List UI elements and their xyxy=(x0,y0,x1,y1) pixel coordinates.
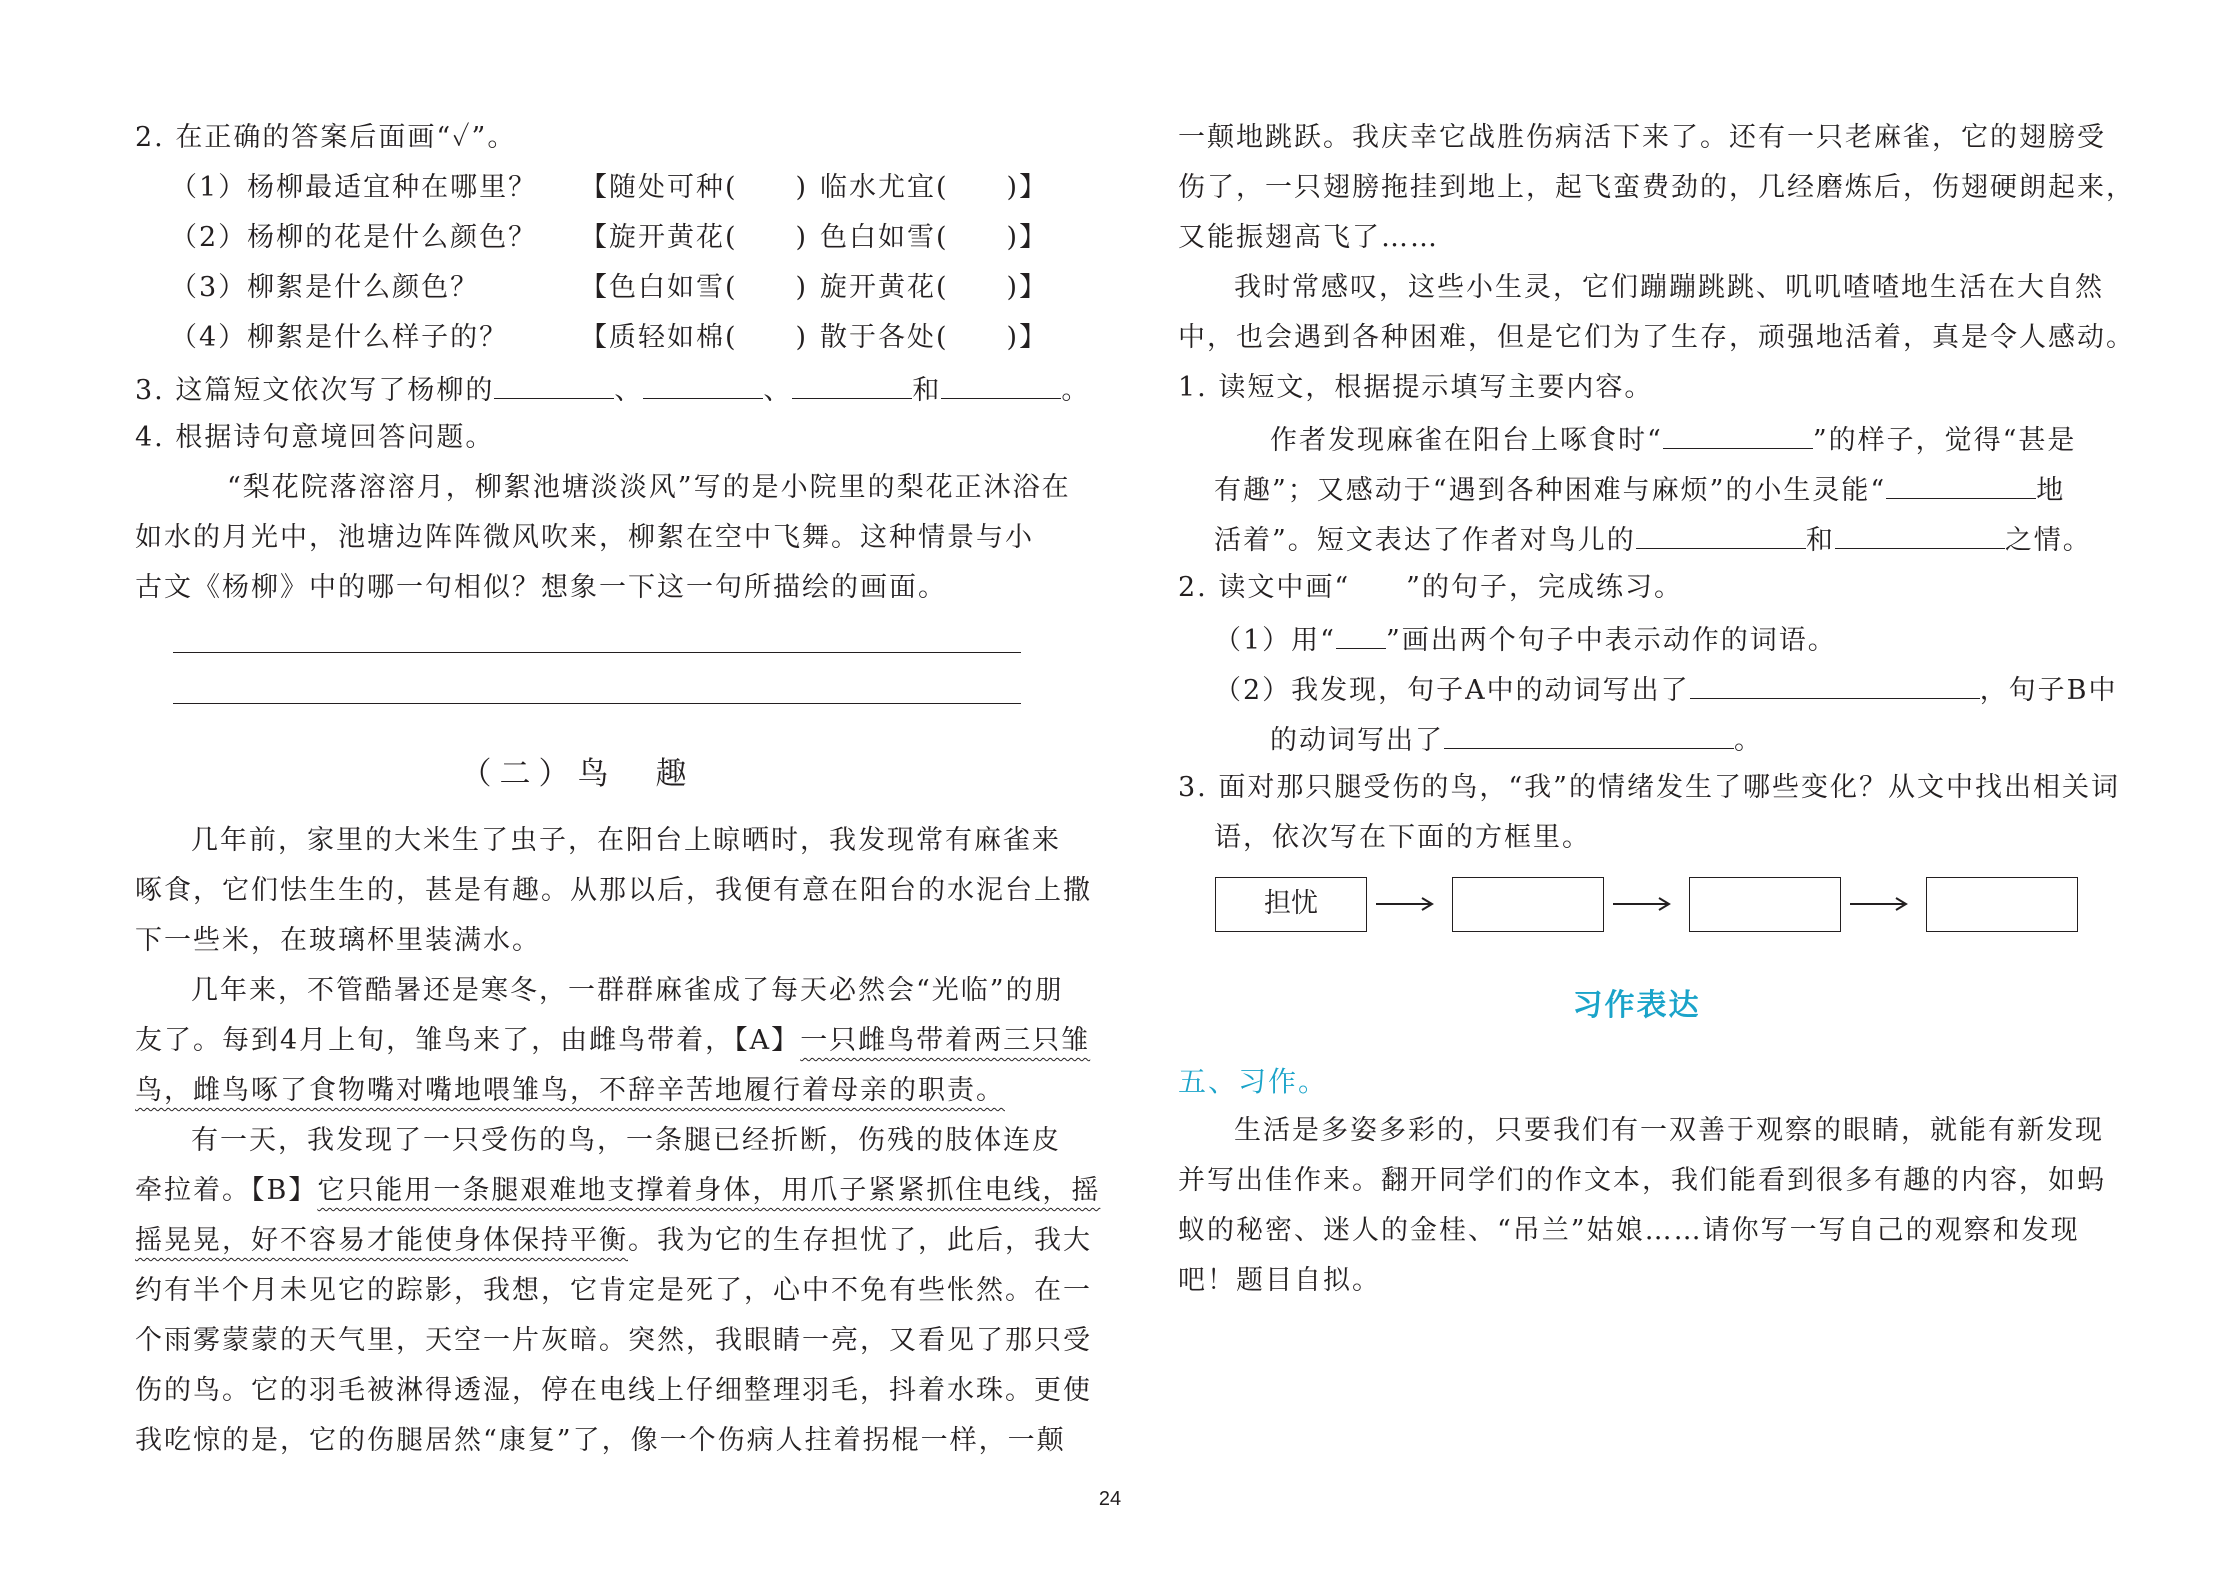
passage-p3-line-5: 个雨雾蒙蒙的天气里，天空一片灰暗。突然，我眼睛一亮，又看见了那只受 xyxy=(135,1325,1092,1356)
q5-line-1: 生活是多姿多彩的，只要我们有一双善于观察的眼睛，就能有新发现 xyxy=(1234,1115,2104,1146)
rq2-sub-1-text-a: （1）用“ xyxy=(1214,625,1336,656)
passage-p3-line-1: 有一天，我发现了一只受伤的鸟，一条腿已经折断，伤残的肢体连皮 xyxy=(191,1125,1061,1156)
passage-p3-line-7: 我吃惊的是，它的伤腿居然“康复”了，像一个伤病人拄着拐棍一样，一颠 xyxy=(135,1425,1066,1456)
emotion-box-1: 担忧 xyxy=(1215,877,1367,932)
q3-prefix: 3. 这篇短文依次写了杨柳的 xyxy=(135,375,495,406)
passage-p1-line-1: 几年前，家里的大米生了虫子，在阳台上晾晒时，我发现常有麻雀来 xyxy=(191,825,1061,856)
passage-p1-line-2: 啄食，它们怯生生的，甚是有趣。从那以后，我便有意在阳台的水泥台上撒 xyxy=(135,875,1092,906)
q3-end: 。 xyxy=(1061,375,1091,406)
rq1-line-1-text-b: ”的样子，觉得“甚是 xyxy=(1812,425,2077,456)
straight-line-sample xyxy=(1336,620,1386,649)
rq2-blank-2[interactable] xyxy=(1444,720,1734,749)
q2-row-1-option-a[interactable]: 【随处可种( ) xyxy=(580,172,809,203)
answer-line-1[interactable] xyxy=(173,652,1021,653)
emotion-box-2[interactable] xyxy=(1452,877,1604,932)
passage-title: （二）鸟 趣 xyxy=(460,756,695,792)
q3-and: 和 xyxy=(912,375,942,406)
rq2-text-b: ”的句子，完成练习。 xyxy=(1406,572,1683,603)
arrow-right-icon xyxy=(1611,894,1673,914)
question-4-prompt: 4. 根据诗句意境回答问题。 xyxy=(135,422,495,453)
wavy-line-sample xyxy=(1350,570,1406,606)
rq1-blank-2[interactable] xyxy=(1886,470,2036,499)
rq1-line-3-text-a: 活着”。短文表达了作者对鸟儿的 xyxy=(1214,525,1636,556)
q5-line-4: 吧！题目自拟。 xyxy=(1178,1265,1381,1296)
q3-blank-1[interactable] xyxy=(494,370,614,399)
rq1-line-2-text-a: 有趣”；又感动于“遇到各种困难与麻烦”的小生灵能“ xyxy=(1214,475,1887,506)
rq2-sub-1-text-b: ”画出两个句子中表示动作的词语。 xyxy=(1385,625,1837,656)
rq2-sub-2-text-b: ，句子B中 xyxy=(1979,675,2118,706)
q2-row-3-option-b[interactable]: 旋开黄花( )】 xyxy=(820,272,1049,303)
sentence-a-start: 一只雌鸟带着两三只雏 xyxy=(800,1025,1091,1056)
rq1-line-3-text-b: 和 xyxy=(1805,525,1835,556)
passage-cont-line-3: 又能振翅高飞了…… xyxy=(1178,222,1439,253)
rq1-line-1 xyxy=(1270,420,2076,456)
rq2-sub-3 xyxy=(1270,720,1763,756)
emotion-box-4[interactable] xyxy=(1926,877,2078,932)
passage-cont-line-5: 中，也会遇到各种困难，但是它们为了生存，顽强地活着，真是令人感动。 xyxy=(1178,322,2135,353)
q3-blank-4[interactable] xyxy=(941,370,1061,399)
q2-row-4-question: （4）柳絮是什么样子的？ xyxy=(170,322,509,353)
p3-line-3-text: 。我为它的生存担忧了，此后，我大 xyxy=(628,1225,1092,1256)
q2-row-4-option-a[interactable]: 【质轻如棉( ) xyxy=(580,322,809,353)
q3-blank-2[interactable] xyxy=(643,370,763,399)
right-question-1-prompt: 1. 读短文，根据提示填写主要内容。 xyxy=(1178,372,1654,403)
rq1-blank-1[interactable] xyxy=(1663,420,1813,449)
sentence-b-end: 摇晃晃，好不容易才能使身体保持平衡 xyxy=(135,1225,628,1256)
rq1-blank-4[interactable] xyxy=(1835,520,2005,549)
p3-line-2-text: 牵拉着。【B】 xyxy=(135,1175,318,1206)
passage-cont-line-4: 我时常感叹，这些小生灵，它们蹦蹦跳跳、叽叽喳喳地生活在大自然 xyxy=(1234,272,2104,303)
rq1-line-3 xyxy=(1214,520,2092,556)
passage-p3-line-3 xyxy=(135,1223,1092,1259)
q3-separator-1: 、 xyxy=(614,375,644,406)
passage-p3-line-6: 伤的鸟。它的羽毛被淋得透湿，停在电线上仔细整理羽毛，抖着水珠。更使 xyxy=(135,1375,1092,1406)
q2-row-1-question: （1）杨柳最适宜种在哪里？ xyxy=(170,172,538,203)
rq2-sub-3-text-a: 的动词写出了 xyxy=(1270,725,1444,756)
page-number: 24 xyxy=(1098,1488,1122,1510)
q2-row-3-option-a[interactable]: 【色白如雪( ) xyxy=(580,272,809,303)
right-question-2-prompt xyxy=(1178,570,1683,606)
emotion-box-3[interactable] xyxy=(1689,877,1841,932)
rq1-line-3-text-c: 之情。 xyxy=(2004,525,2092,556)
sentence-b-start: 它只能用一条腿艰难地支撑着身体，用爪子紧紧抓住电线，摇 xyxy=(317,1175,1101,1206)
q5-line-2: 并写出佳作来。翻开同学们的作文本，我们能看到很多有趣的内容，如蚂 xyxy=(1178,1165,2106,1196)
rq2-text-a: 2. 读文中画“ xyxy=(1178,572,1351,603)
q2-row-4-option-b[interactable]: 散于各处( )】 xyxy=(820,322,1049,353)
passage-p3-line-2 xyxy=(135,1173,1100,1209)
passage-p2-line-1: 几年来，不管酷暑还是寒冬，一群群麻雀成了每天必然会“光临”的朋 xyxy=(191,975,1064,1006)
p2-line-2-text: 友了。每到4月上旬，雏鸟来了，由雌鸟带着，【A】 xyxy=(135,1025,801,1056)
rq2-sub-1 xyxy=(1214,620,1837,656)
q2-row-2-option-b[interactable]: 色白如雪( )】 xyxy=(820,222,1049,253)
answer-line-2[interactable] xyxy=(173,703,1021,704)
q4-passage-line-1: “梨花院落溶溶月，柳絮池塘淡淡风”写的是小院里的梨花正沐浴在 xyxy=(227,472,1071,503)
sentence-a-end: 鸟，雌鸟啄了食物嘴对嘴地喂雏鸟，不辞辛苦地履行着母亲的职责。 xyxy=(135,1075,1005,1106)
q3-blank-3[interactable] xyxy=(792,370,912,399)
rq2-sub-3-text-b: 。 xyxy=(1734,725,1763,756)
passage-cont-line-2: 伤了，一只翅膀拖挂到地上，起飞蛮费劲的，几经磨炼后，伤翅硬朗起来， xyxy=(1178,172,2135,203)
q4-passage-line-2: 如水的月光中，池塘边阵阵微风吹来，柳絮在空中飞舞。这种情景与小 xyxy=(135,522,1034,553)
q2-row-2-option-a[interactable]: 【旋开黄花( ) xyxy=(580,222,809,253)
rq1-line-1-text-a: 作者发现麻雀在阳台上啄食时“ xyxy=(1270,425,1663,456)
rq2-blank-1[interactable] xyxy=(1690,670,1980,699)
rq2-sub-2-text-a: （2）我发现，句子A中的动词写出了 xyxy=(1214,675,1690,706)
rq1-line-2-text-b: 地 xyxy=(2036,475,2066,506)
passage-p1-line-3: 下一些米，在玻璃杯里装满水。 xyxy=(135,925,541,956)
arrow-right-icon xyxy=(1848,894,1910,914)
arrow-right-icon xyxy=(1374,894,1436,914)
right-question-3-line-2: 语，依次写在下面的方框里。 xyxy=(1214,822,1591,853)
q2-row-1-option-b[interactable]: 临水尤宜( )】 xyxy=(820,172,1049,203)
passage-p2-line-3 xyxy=(135,1073,1005,1109)
q4-passage-line-3: 古文《杨柳》中的哪一句相似？想象一下这一句所描绘的画面。 xyxy=(135,572,947,603)
question-5-heading: 五、习作。 xyxy=(1178,1065,1329,1098)
section-heading-writing: 习作表达 xyxy=(1572,988,1701,1023)
passage-p3-line-4: 约有半个月未见它的踪影，我想，它肯定是死了，心中不免有些怅然。在一 xyxy=(135,1275,1092,1306)
passage-cont-line-1: 一颠地跳跃。我庆幸它战胜伤病活下来了。还有一只老麻雀，它的翅膀受 xyxy=(1178,122,2106,153)
q2-row-3-question: （3）柳絮是什么颜色？ xyxy=(170,272,480,303)
passage-p2-line-2 xyxy=(135,1023,1090,1059)
rq1-line-2 xyxy=(1214,470,2065,506)
question-2-prompt: 2. 在正确的答案后面画“✓”。 xyxy=(135,122,517,153)
q3-separator-2: 、 xyxy=(763,375,793,406)
q5-line-3: 蚁的秘密、迷人的金桂、“吊兰”姑娘……请你写一写自己的观察和发现 xyxy=(1178,1215,2080,1246)
q2-row-2-question: （2）杨柳的花是什么颜色？ xyxy=(170,222,538,253)
right-question-3-line-1: 3. 面对那只腿受伤的鸟，“我”的情绪发生了哪些变化？从文中找出相关词 xyxy=(1178,772,2120,803)
question-3 xyxy=(135,370,1090,406)
rq2-sub-2 xyxy=(1214,670,2118,706)
rq1-blank-3[interactable] xyxy=(1636,520,1806,549)
